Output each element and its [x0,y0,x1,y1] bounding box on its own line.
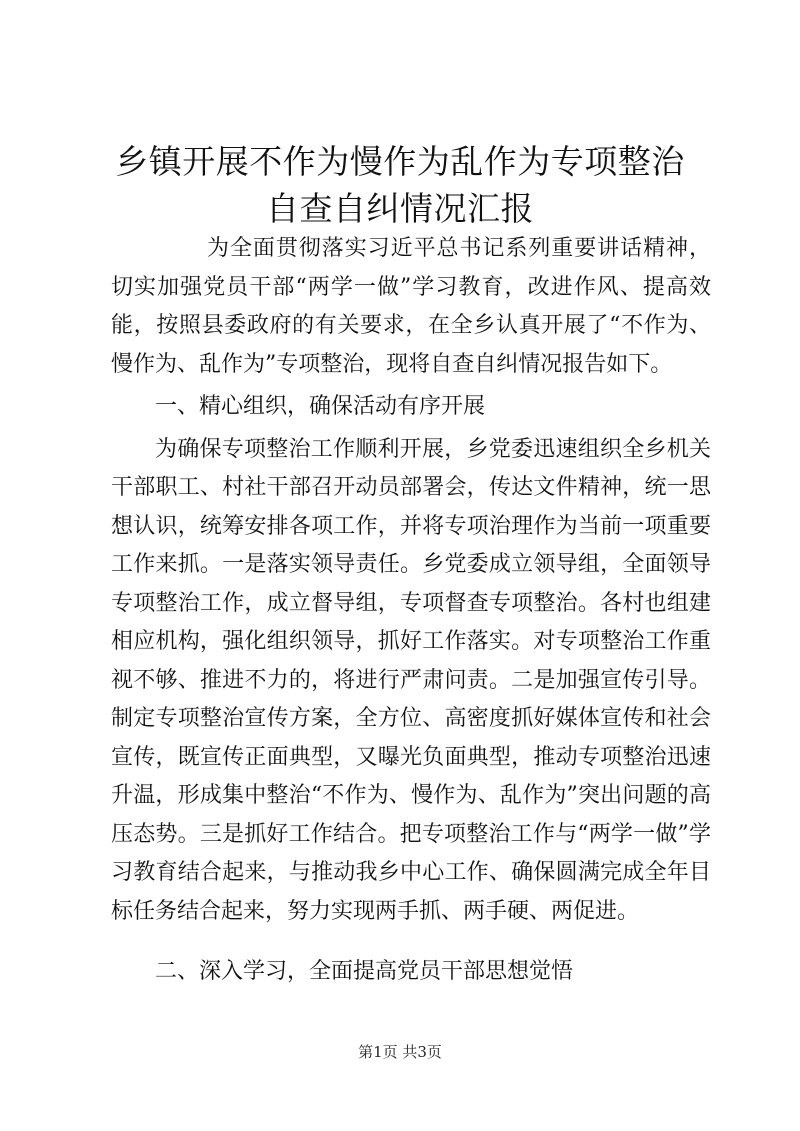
page-indicator: 第1页 共3页 [358,1043,442,1061]
document-title: 乡镇开展不作为慢作为乱作为专项整治自查自纠情况汇报 [115,142,685,228]
section-1-paragraph: 为确保专项整治工作顺利开展，乡党委迅速组织全乡机关干部职工、村社干部召开动员部署会，传达文件精神，统一思想认识，统筹安排各项工作，并将专项治理作为当前一项重要工作来抓。一是落实领导责任。乡党委成立领导组，全面领导专项整治工作，成立督导组，专项督查专项整治。各村也组建相应机构，强化组织领导，抓好工作落实。对专项整治工作重视不够、推进不力的，将进行严肃问责。二是加强宣传引导。制定专项整治宣传方案，全方位、高密度抓好媒体宣传和社会宣传，既宣传正面典型，又曝光负面典型，推动专项整治迅速升温，形成集中整治“不作为、慢作为、乱作为”突出问题的高压态势。三是抓好工作结合。把专项整治工作与“两学一做”学习教育结合起来，与推动我乡中心工作、确保圆满完成全年目标任务结合起来，努力实现两手抓、两手硬、两促进。 [111,436,711,924]
document-body [111,230,711,992]
intro-paragraph: 为全面贯彻落实习近平总书记系列重要讲话精神，切实加强党员干部“两学一做”学习教育，改进作风、提高效能，按照县委政府的有关要求，在全乡认真开展了“不作为、慢作为、乱作为”专项整治，现将自查自纠情况报告如下。 [111,236,711,377]
section-heading-1: 一、精心组织，确保活动有序开展 [155,394,486,419]
section-heading-2: 二、深入学习，全面提高党员干部思想觉悟 [155,959,574,984]
paragraph-spacer [111,931,711,953]
